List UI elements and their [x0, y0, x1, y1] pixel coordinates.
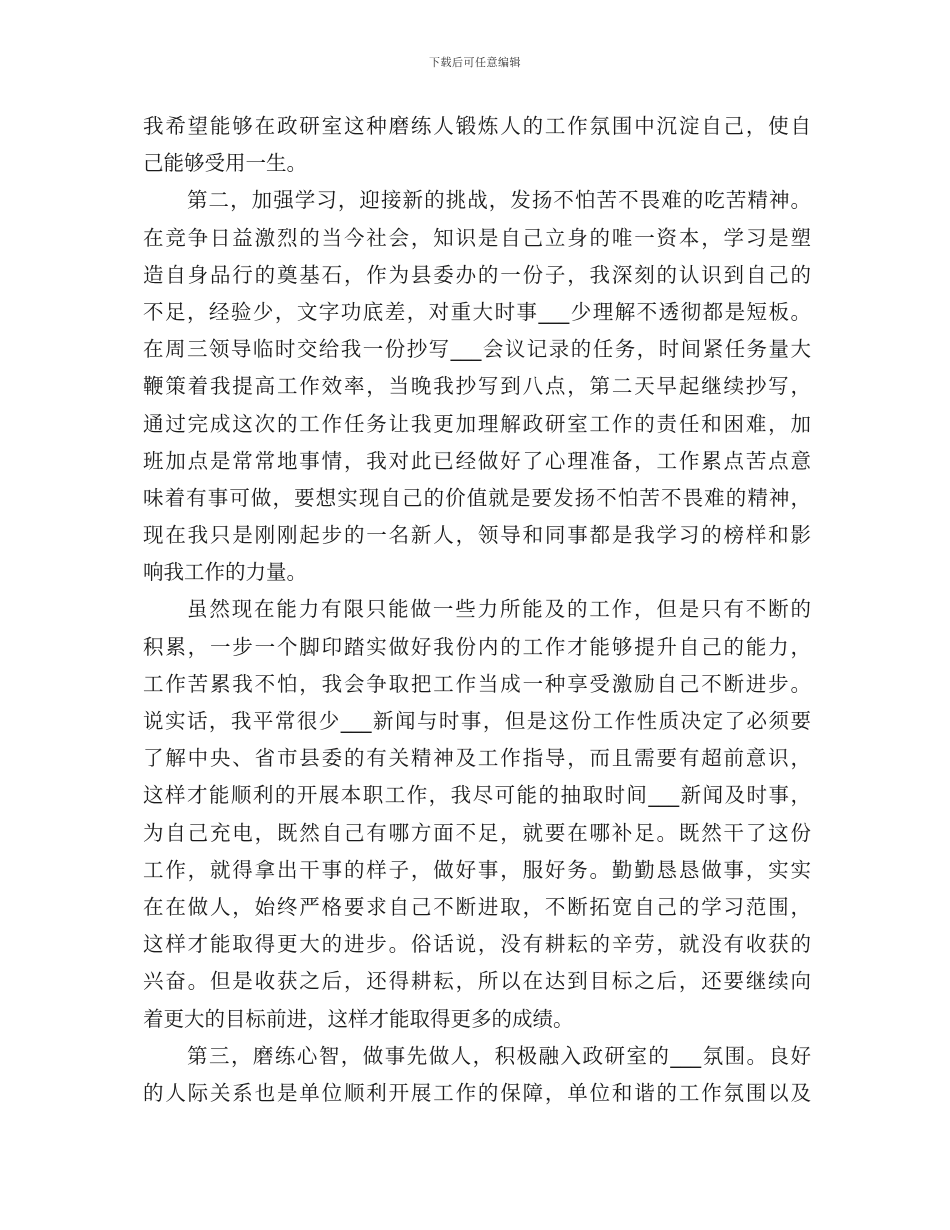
text-line: 着更大的目标前进，这样才能取得更多的成绩。	[143, 1006, 574, 1031]
text-line: 在在做人，始终严格要求自己不断进取，不断拓宽自己的学习范围，	[143, 894, 811, 919]
text-line: 响我工作的力量。	[143, 560, 307, 585]
text-line: 说实话，我平常很少___新闻与时事，但是这份工作性质决定了必须要	[143, 709, 811, 733]
text-line: 不足，经验少，文字功底差，对重大时事___少理解不透彻都是短板。	[143, 299, 811, 324]
text-line: 的人际关系也是单位顺利开展工作的保障，单位和谐的工作氛围以及	[143, 1080, 811, 1105]
text-line: 这样才能取得更大的进步。俗话说，没有耕耘的辛劳，就没有收获的	[143, 932, 811, 957]
text-line: 在周三领导临时交给我一份抄写___会议记录的任务，时间紧任务量大	[143, 337, 811, 362]
text-line: 己能够受用一生。	[143, 151, 307, 176]
text-line: 兴奋。但是收获之后，还得耕耘，所以在达到目标之后，还要继续向	[143, 969, 811, 994]
text-line: 我希望能够在政研室这种磨练人锻炼人的工作氛围中沉淀自己，使自	[143, 114, 811, 138]
text-line: 了解中央、省市县委的有关精神及工作指导，而且需要有超前意识，	[143, 746, 811, 771]
page-header: 下载后可任意编辑	[429, 56, 521, 69]
text-line: 鞭策着我提高工作效率，当晚我抄写到八点，第二天早起继续抄写，	[143, 374, 811, 399]
text-line: 积累，一步一个脚印踏实做好我份内的工作才能够提升自己的能力，	[143, 634, 811, 659]
paragraph-first-line: 第三，磨练心智，做事先做人，积极融入政研室的___氛围。良好	[187, 1043, 811, 1068]
text-line: 工作苦累我不怕，我会争取把工作当成一种享受激励自己不断进步。	[143, 671, 811, 696]
text-line: 味着有事可做，要想实现自己的价值就是要发扬不怕苦不畏难的精神，	[143, 485, 811, 510]
paragraph-first-line: 虽然现在能力有限只能做一些力所能及的工作，但是只有不断的	[187, 597, 811, 622]
text-line: 造自身品行的奠基石，作为县委办的一份子，我深刻的认识到自己的	[143, 262, 811, 287]
document-body	[143, 108, 811, 1112]
text-line: 为自己充电，既然自己有哪方面不足，就要在哪补足。既然干了这份	[143, 820, 811, 845]
text-line: 通过完成这次的工作任务让我更加理解政研室工作的责任和困难，加	[143, 411, 811, 436]
text-line: 现在我只是刚刚起步的一名新人，领导和同事都是我学习的榜样和影	[143, 523, 811, 548]
text-line: 在竞争日益激烈的当今社会，知识是自己立身的唯一资本，学习是塑	[143, 225, 811, 250]
text-line: 班加点是常常地事情，我对此已经做好了心理准备，工作累点苦点意	[143, 448, 811, 473]
text-line: 这样才能顺利的开展本职工作，我尽可能的抽取时间___新闻及时事，	[143, 783, 811, 808]
text-line: 工作，就得拿出干事的样子，做好事，服好务。勤勤恳恳做事，实实	[143, 857, 811, 882]
paragraph-first-line: 第二，加强学习，迎接新的挑战，发扬不怕苦不畏难的吃苦精神。	[187, 188, 811, 213]
